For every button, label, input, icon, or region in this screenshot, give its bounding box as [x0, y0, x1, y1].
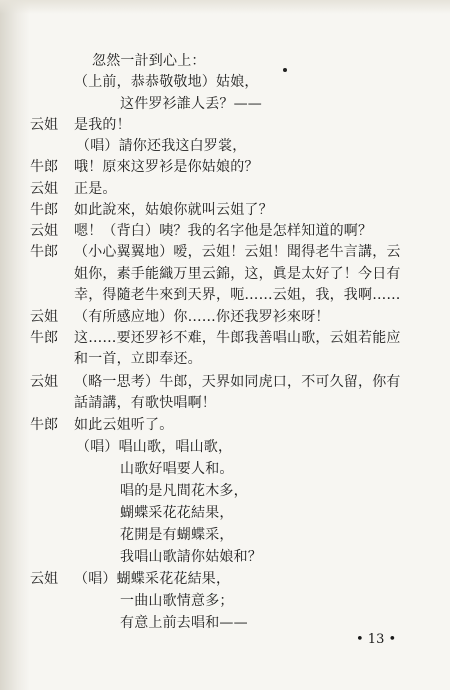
dialogue-line: 如此說來，姑娘你就叫云姐了？ [74, 202, 273, 218]
dialogue-line: 如此云姐听了。 [74, 417, 174, 433]
speaker-label: 云姐 [30, 309, 58, 325]
verse-line: （唱）請你还我这白罗裳， [76, 138, 247, 154]
verse-line: （唱）蝴蝶采花花結果， [74, 571, 231, 587]
dialogue-line: 这……要还罗衫不难，牛郎我善唱山歌，云姐若能应 [74, 330, 401, 346]
dialogue-line: 哦！原來这罗衫是你姑娘的？ [74, 159, 259, 175]
scan-shadow-left [0, 0, 30, 690]
verse-line: 山歌好唱要人和。 [120, 461, 234, 477]
dialogue-line: 姐你，素手能織万里云錦，这，眞是太好了！今日有 [74, 266, 401, 282]
speaker-label: 牛郎 [30, 330, 58, 346]
dialogue-line: 話請講，有歌快唱啊！ [74, 395, 216, 411]
verse-line: （唱）唱山歌，唱山歌， [76, 439, 233, 455]
speaker-label: 云姐 [30, 571, 58, 587]
verse-line: 这件罗衫誰人丢？—— [120, 96, 262, 112]
verse-line: 有意上前去唱和—— [120, 615, 248, 631]
dialogue-line: 是我的！ [74, 117, 131, 133]
speaker-label: 牛郎 [30, 244, 58, 260]
dialogue-line: （小心翼翼地）嗳，云姐！云姐！聞得老牛言講，云 [74, 244, 401, 260]
speaker-label: 云姐 [30, 181, 58, 197]
page-number: • 13 • [356, 632, 397, 647]
dialogue-line: 幸，得隨老牛來到天界，呃……云姐，我，我啊…… [74, 287, 401, 303]
speaker-label: 牛郎 [30, 202, 58, 218]
dialogue-line: 和一首，立即奉还。 [74, 351, 202, 367]
ink-speck [283, 68, 287, 72]
verse-line: 蝴蝶采花花結果， [120, 505, 234, 521]
dialogue-line: （上前，恭恭敬敬地）姑娘， [74, 74, 259, 90]
verse-line: 唱的是凡間花木多， [120, 483, 248, 499]
dialogue-line: （略一思考）牛郎，天界如同虎口，不可久留，你有 [74, 374, 401, 390]
speaker-label: 云姐 [30, 117, 58, 133]
speaker-label: 云姐 [30, 374, 58, 390]
dialogue-line: 正是。 [74, 181, 117, 197]
dialogue-line: 嗯！（背白）咦？我的名字他是怎样知道的啊？ [74, 223, 373, 239]
speaker-label: 牛郎 [30, 159, 58, 175]
verse-line: 花開是有蝴蝶采， [120, 527, 234, 543]
verse-line: 我唱山歌請你姑娘和？ [120, 549, 262, 565]
dialogue-line: （有所感应地）你……你还我罗衫來呀！ [74, 309, 330, 325]
scan-shadow-top [0, 0, 450, 14]
verse-line: 忽然一計到心上： [92, 53, 206, 69]
speaker-label: 云姐 [30, 223, 58, 239]
speaker-label: 牛郎 [30, 417, 58, 433]
verse-line: 一曲山歌情意多； [120, 593, 234, 609]
